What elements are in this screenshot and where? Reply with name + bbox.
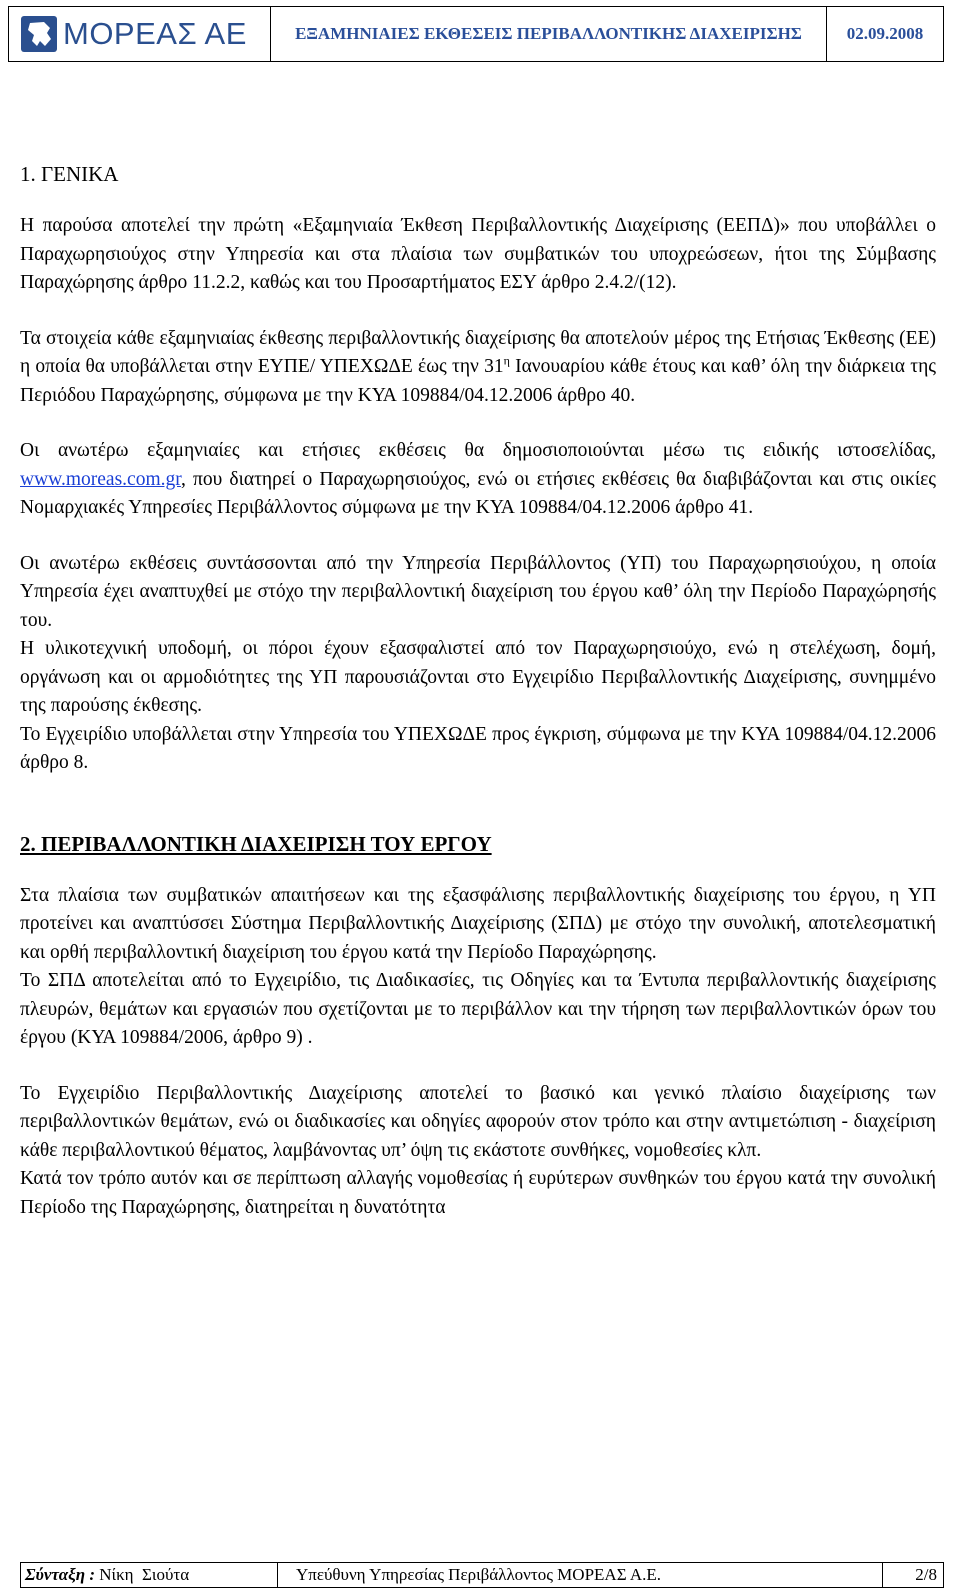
author-name: Νίκη Σιούτα [94, 1565, 190, 1584]
author-label: Σύνταξη : [25, 1565, 95, 1584]
paragraph: Κατά τον τρόπο αυτόν και σε περίπτωση αλλαγής νομοθεσίας ή ευρύτερων συνθηκών του έργου κατά την συνολική Περίοδο της Παραχώρησης, διατηρείται η δυνατότητα [20, 1168, 936, 1218]
responsible-cell: Υπεύθυνη Υπηρεσίας Περιβάλλοντος ΜΟΡΕΑΣ Α.Ε. [278, 1563, 883, 1587]
paragraph: Το Εγχειρίδιο υποβάλλεται στην Υπηρεσία του ΥΠΕΧΩΔΕ προς έγκριση, σύμφωνα με την ΚΥΑ 109884/04.12.2006 άρθρο 8. [20, 723, 936, 773]
paragraph-text: Ιανουαρίου κάθε έτους και καθ’ όλη την διάρκεια της Περιόδου Παραχώρησης, σύμφωνα με την ΚΥΑ 109884/04.12.2006 άρθρο 40. [20, 356, 936, 406]
company-logo [9, 7, 271, 61]
page-footer [20, 1562, 944, 1588]
superscript: η [503, 353, 510, 368]
section-heading: 1. ΓΕΝΙΚΑ [20, 162, 119, 186]
author-cell [21, 1563, 278, 1587]
peloponnese-map-icon [21, 16, 57, 52]
website-link[interactable]: www.moreas.com.gr [20, 468, 181, 490]
logo-text: ΜΟΡΕΑΣ ΑΕ [63, 16, 247, 51]
page-header [8, 6, 944, 62]
paragraph: Το ΣΠΔ αποτελείται από το Εγχειρίδιο, τις Διαδικασίες, τις Οδηγίες και τα Έντυπα περιβαλλοντικής διαχείρισης πλευρών, θεμάτων και εργασιών που σχετίζονται με το περιβάλλον και την τήρηση των περιβαλλοντικών όρων του έργου (ΚΥΑ 109884/2006, άρθρο 9) . [20, 970, 936, 1048]
paragraph [20, 325, 936, 411]
paragraph: Το Εγχειρίδιο Περιβαλλοντικής Διαχείρισης αποτελεί το βασικό και γενικό πλαίσιο διαχείρισης των περιβαλλοντικών θεμάτων, ενώ οι διαδικασίες και οδηγίες αφορούν στον τρόπο και στην αντιμετώπιση - διαχείριση κάθε περιβαλλοντικού θέματος, λαμβάνοντας υπ’ όψη τις εκάστοτε συνθήκες, νομοθεσίες κλπ. [20, 1082, 936, 1161]
document-body [20, 160, 936, 1222]
page-number: 2/8 [915, 1565, 937, 1584]
paragraph-text: Οι ανωτέρω εξαμηνιαίες και ετήσιες εκθέσεις θα δημοσιοποιούνται μέσω τις ειδικής ιστοσελίδας, [20, 440, 936, 461]
paragraph: Στα πλαίσια των συμβατικών απαιτήσεων και της εξασφάλισης περιβαλλοντικής διαχείρισης του έργου, η ΥΠ προτείνει και αναπτύσσει Σύστημα Περιβαλλοντικής Διαχείρισης (ΣΠΔ) με στόχο την συνολική, αποτελεσματική και ορθή περιβαλλοντική διαχείριση του έργου κατά την Περίοδο Παραχώρησης. [20, 884, 936, 963]
document-title: ΕΞΑΜΗΝΙΑΙΕΣ ΕΚΘΕΣΕΙΣ ΠΕΡΙΒΑΛΛΟΝΤΙΚΗΣ ΔΙΑΧΕΙΡΙΣΗΣ [271, 7, 827, 61]
paragraph-text: , που διατηρεί ο Παραχωρησιούχος, ενώ οι ετήσιες εκθέσεις θα διαβιβάζονται και στις οικίες Νομαρχιακές Υπηρεσίες Περιβάλλοντος σύμφωνα με την ΚΥΑ 109884/04.12.2006 άρθρο 41. [20, 468, 936, 518]
paragraph-text: Τα στοιχεία κάθε εξαμηνιαίας έκθεσης περιβαλλοντικής διαχείρισης θα αποτελούν μέρος της Ετήσιας Έκθεσης (ΕΕ) η οποία θα υποβάλλεται στην ΕΥΠΕ/ ΥΠΕΧΩΔΕ έως την 31 [20, 327, 936, 377]
section-heading: 2. ΠΕΡΙΒΑΛΛΟΝΤΙΚΗ ΔΙΑΧΕΙΡΙΣΗ ΤΟΥ ΕΡΓΟΥ [20, 831, 492, 856]
paragraph: Οι ανωτέρω εκθέσεις συντάσσονται από την Υπηρεσία Περιβάλλοντος (ΥΠ) του Παραχωρησιούχου, η οποία Υπηρεσία έχει αναπτυχθεί με στόχο την περιβαλλοντική διαχείριση του έργου καθ’ όλη την Περίοδο Παραχώρησής του. [20, 552, 936, 631]
document-date: 02.09.2008 [846, 24, 924, 43]
paragraph: Η υλικοτεχνική υποδομή, οι πόροι έχουν εξασφαλιστεί από τον Παραχωρησιούχο, ενώ η στελέχωση, δομή, οργάνωση και οι αρμοδιότητες της ΥΠ παρουσιάζονται στο Εγχειρίδιο Περιβαλλοντικής Διαχείρισης, συνημμένο της παρούσης έκθεσης. [20, 638, 936, 716]
paragraph [20, 437, 936, 523]
paragraph: Η παρούσα αποτελεί την πρώτη «Εξαμηνιαία Έκθεση Περιβαλλοντικής Διαχείρισης (ΕΕΠΔ)» που υποβάλλει ο Παραχωρησιούχος στην Υπηρεσία και στα πλαίσια των συμβατικών του υποχρεώσεων, ήτοι της Σύμβασης Παραχώρησης άρθρο 11.2.2, καθώς και του Προσαρτήματος ΕΣΥ άρθρο 2.4.2/(12). [20, 215, 936, 293]
